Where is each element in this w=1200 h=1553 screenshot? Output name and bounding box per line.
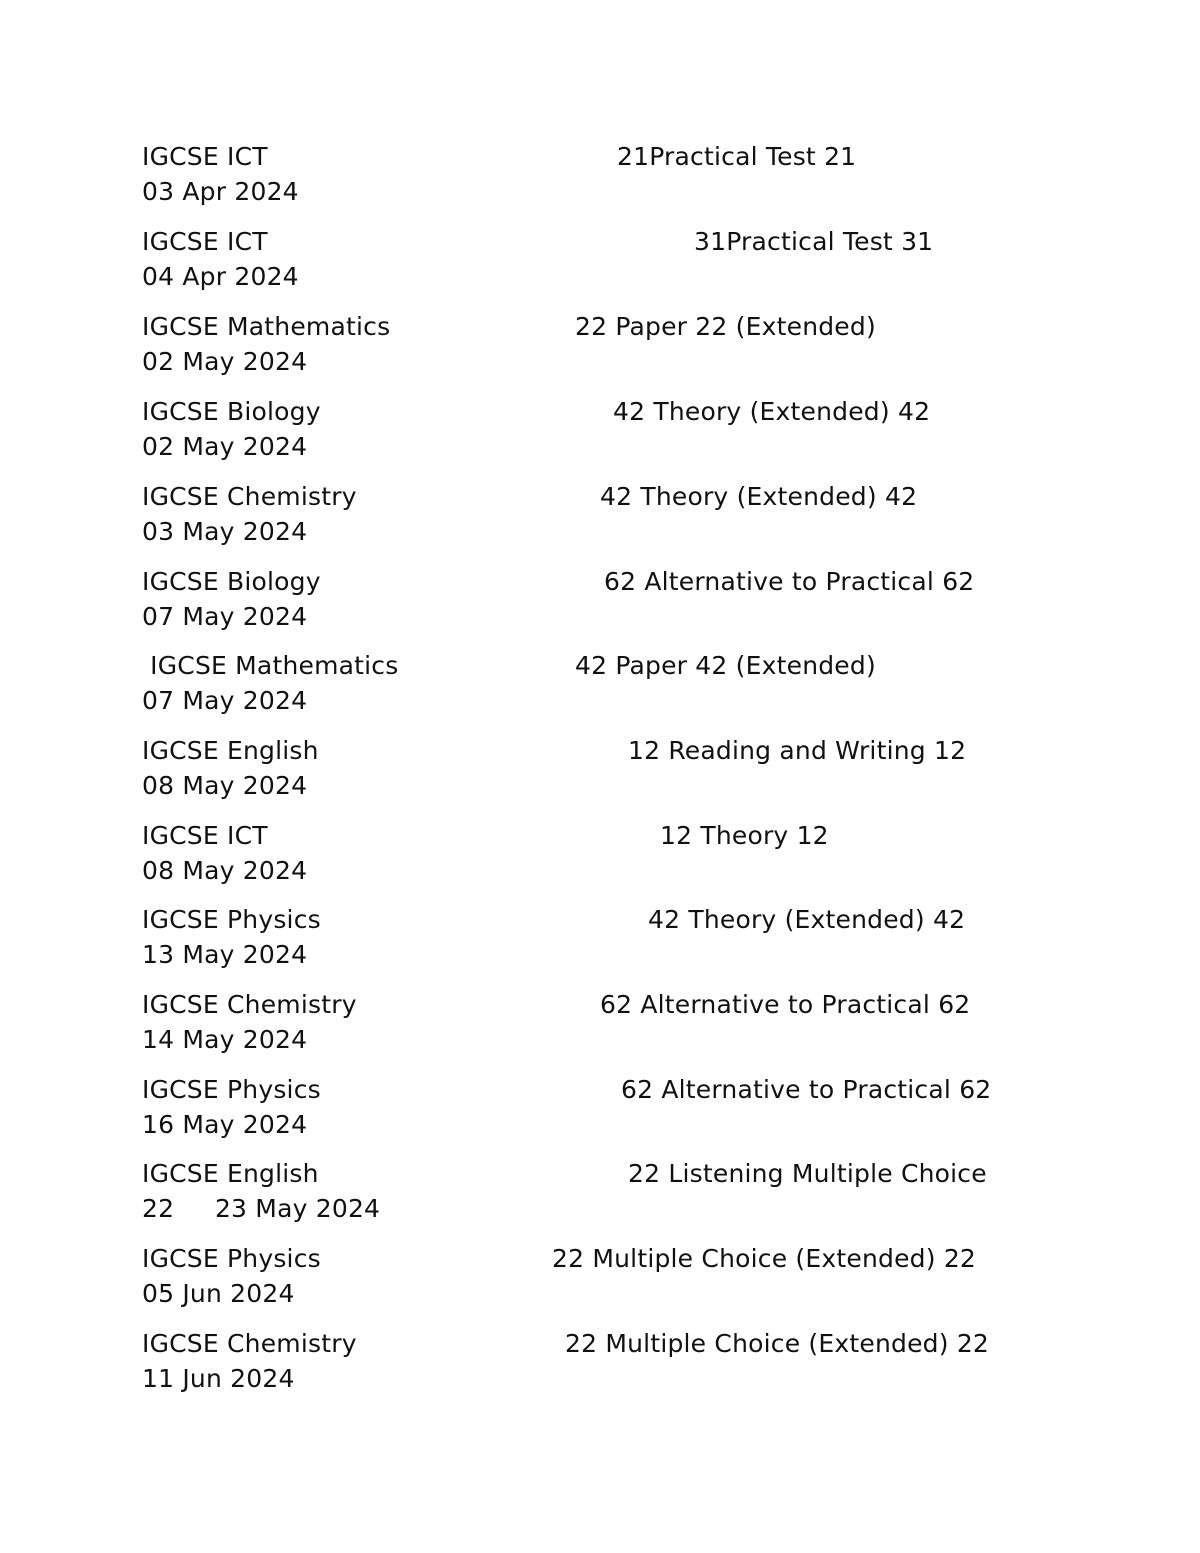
subject-text: IGCSE Mathematics: [142, 312, 391, 341]
paper-detail-text: 42 Theory (Extended) 42: [648, 905, 966, 934]
exam-date-text: 08 May 2024: [142, 771, 308, 800]
exam-date-text: 02 May 2024: [142, 347, 308, 376]
exam-date-text: 22 23 May 2024: [142, 1194, 381, 1223]
exam-entry: [0, 651, 1200, 731]
exam-entry: [0, 905, 1200, 985]
paper-detail-text: 22 Multiple Choice (Extended) 22: [565, 1329, 990, 1358]
exam-entry: [0, 312, 1200, 392]
exam-date-text: 03 Apr 2024: [142, 177, 299, 206]
exam-entry: [0, 1159, 1200, 1239]
exam-date-text: 03 May 2024: [142, 517, 308, 546]
subject-text: IGCSE English: [142, 736, 319, 765]
subject-text: IGCSE Chemistry: [142, 482, 357, 511]
exam-entry: [0, 1329, 1200, 1409]
paper-detail-text: 12 Theory 12: [660, 821, 829, 850]
exam-entry: [0, 397, 1200, 477]
subject-text: IGCSE Physics: [142, 1244, 321, 1273]
subject-text: IGCSE ICT: [142, 821, 268, 850]
subject-text: IGCSE Chemistry: [142, 990, 357, 1019]
exam-date-text: 07 May 2024: [142, 602, 308, 631]
exam-date-text: 14 May 2024: [142, 1025, 308, 1054]
exam-date-text: 08 May 2024: [142, 856, 308, 885]
paper-detail-text: 62 Alternative to Practical 62: [600, 990, 971, 1019]
exam-entry: [0, 821, 1200, 901]
exam-entry: [0, 142, 1200, 222]
exam-entry: [0, 1075, 1200, 1155]
exam-entry: [0, 1244, 1200, 1324]
exam-date-text: 04 Apr 2024: [142, 262, 299, 291]
exam-date-text: 07 May 2024: [142, 686, 308, 715]
paper-detail-text: 62 Alternative to Practical 62: [621, 1075, 992, 1104]
exam-entry: [0, 482, 1200, 562]
subject-text: IGCSE Physics: [142, 905, 321, 934]
exam-date-text: 13 May 2024: [142, 940, 308, 969]
subject-text: IGCSE Mathematics: [142, 651, 399, 680]
paper-detail-text: 42 Paper 42 (Extended): [575, 651, 876, 680]
exam-entry: [0, 567, 1200, 647]
subject-text: IGCSE Physics: [142, 1075, 321, 1104]
paper-detail-text: 22 Multiple Choice (Extended) 22: [552, 1244, 977, 1273]
exam-date-text: 11 Jun 2024: [142, 1364, 295, 1393]
paper-detail-text: 42 Theory (Extended) 42: [613, 397, 931, 426]
paper-detail-text: 42 Theory (Extended) 42: [600, 482, 918, 511]
subject-text: IGCSE ICT: [142, 227, 268, 256]
paper-detail-text: 12 Reading and Writing 12: [628, 736, 967, 765]
exam-date-text: 16 May 2024: [142, 1110, 308, 1139]
exam-date-text: 05 Jun 2024: [142, 1279, 295, 1308]
subject-text: IGCSE Chemistry: [142, 1329, 357, 1358]
exam-entry: [0, 736, 1200, 816]
exam-date-text: 02 May 2024: [142, 432, 308, 461]
paper-detail-text: 22 Listening Multiple Choice: [628, 1159, 987, 1188]
exam-entry: [0, 227, 1200, 307]
subject-text: IGCSE English: [142, 1159, 319, 1188]
subject-text: IGCSE Biology: [142, 397, 321, 426]
paper-detail-text: 62 Alternative to Practical 62: [604, 567, 975, 596]
paper-detail-text: 22 Paper 22 (Extended): [575, 312, 876, 341]
paper-detail-text: 31Practical Test 31: [694, 227, 934, 256]
subject-text: IGCSE Biology: [142, 567, 321, 596]
subject-text: IGCSE ICT: [142, 142, 268, 171]
paper-detail-text: 21Practical Test 21: [617, 142, 857, 171]
exam-entry: [0, 990, 1200, 1070]
